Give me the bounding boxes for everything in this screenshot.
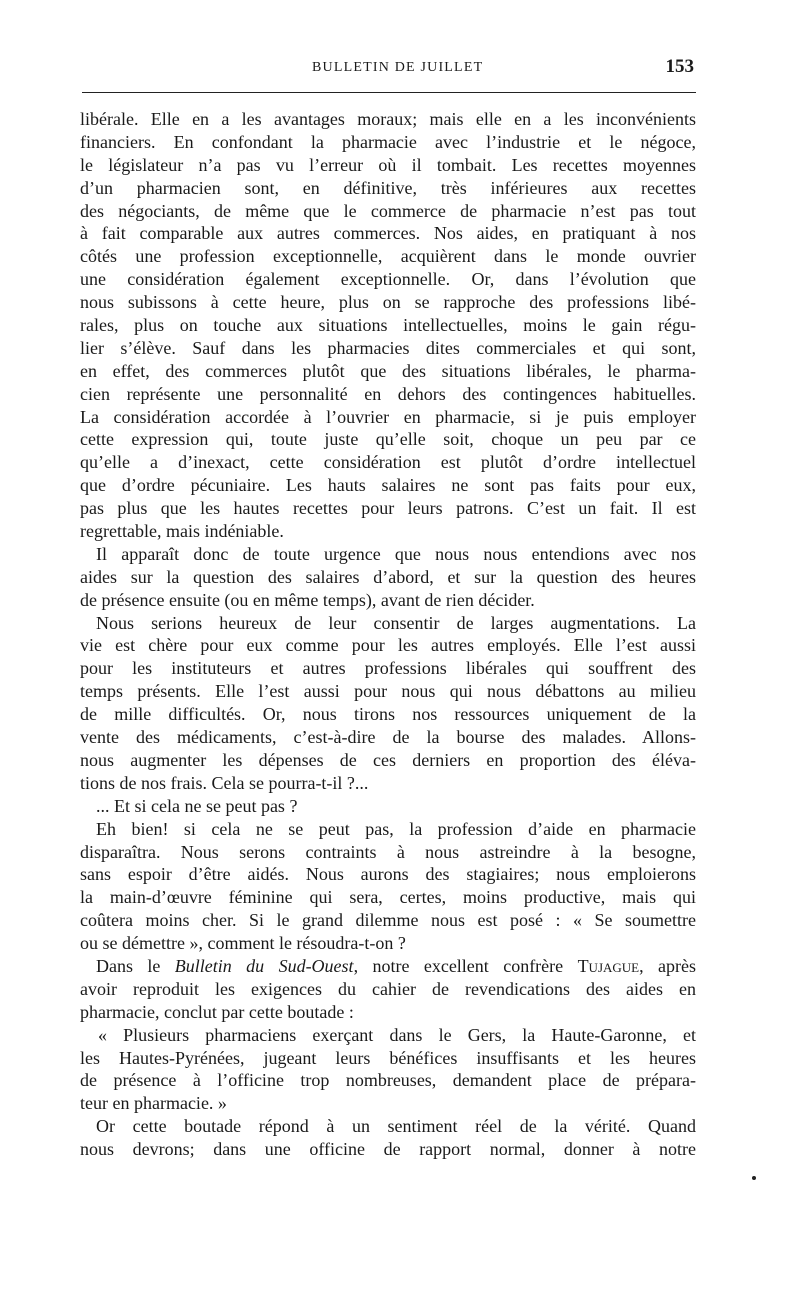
paragraph-first-line [80,955,696,978]
paragraph-first-line: ... Et si cela ne se peut pas ? [96,795,298,816]
text-line: temps présents. Elle l’est aussi pour nous qui nous débattons au milieu [80,681,696,702]
text-line: coûtera moins cher. Si le grand dilemme nous est posé : « Se soumettre [80,910,696,931]
text-fragment: , notre excellent confrère [353,955,578,976]
text-line: La considération accordée à l’ouvrier en pharmacie, si je puis employer [80,406,696,427]
text-fragment: Dans le [96,955,175,976]
quote-line: les Hautes-Pyrénées, jugeant leurs bénéfices insuffisants et les heures [80,1047,696,1068]
text-line: une considération également exceptionnelle. Or, dans l’évolution que [80,269,696,290]
text-line: cien représente une personnalité en dehors des contingences habituelles. [80,383,696,404]
header-rule [82,92,696,93]
text-line: avoir reproduit les exigences du cahier de revendications des aides en [80,978,696,999]
quote-first-line: « Plusieurs pharmaciens exerçant dans le Gers, la Haute-Garonne, et [98,1024,696,1045]
print-speck [752,1176,756,1180]
text-line: rales, plus on touche aux situations intellectuelles, moins le gain régu- [80,315,696,336]
paragraph-first-line: Eh bien! si cela ne se peut pas, la profession d’aide en pharmacie [96,818,696,839]
text-line: vente des médicaments, c’est-à-dire de la bourse des malades. Allons- [80,727,696,748]
quote-line: teur en pharmacie. » [80,1093,227,1114]
text-line: financiers. En confondant la pharmacie avec l’industrie et le négoce, [80,131,696,152]
text-line: pas plus que les hautes recettes pour leurs patrons. C’est un fait. Il est [80,498,696,519]
text-line: cette expression qui, toute juste qu’elle soit, choque un peu par ce [80,429,696,450]
text-line: sans espoir d’être aidés. Nous aurons des stagiaires; nous emploierons [80,864,696,885]
text-line: de présence ensuite (ou en même temps), avant de rien décider. [80,589,535,610]
paragraph-first-line: Nous serions heureux de leur consentir de larges augmentations. La [96,612,696,633]
paragraph-first-line: Or cette boutade répond à un sentiment réel de la vérité. Quand [96,1116,696,1137]
running-header [80,58,696,80]
text-line: vie est chère pour eux comme pour les autres employés. Elle l’est aussi [80,635,696,656]
running-title: BULLETIN DE JUILLET [312,60,484,75]
text-line: nous devrons; dans une officine de rapport normal, donner à notre [80,1139,696,1160]
text-line: de mille difficultés. Or, nous tirons nos ressources uniquement de la [80,704,696,725]
body-text [80,108,696,1161]
text-line: libérale. Elle en a les avantages moraux; mais elle en a les inconvénients [80,109,696,129]
journal-title: Bulletin du Sud-Ouest [174,955,354,976]
text-line: des négociants, de même que le commerce de pharmacie n’est pas tout [80,200,696,221]
text-line: disparaîtra. Nous serons contraints à nous astreindre à la besogne, [80,841,696,862]
text-line: aides sur la question des salaires d’abord, et sur la question des heures [80,566,696,587]
text-line: nous augmenter les dépenses de ces derniers en proportion des éléva- [80,749,696,770]
text-line: tions de nos frais. Cela se pourra-t-il ?... [80,772,369,793]
text-line: nous subissons à cette heure, plus on se rapproche des professions libé- [80,292,696,313]
page-number: 153 [665,56,694,77]
text-line: la main-d’œuvre féminine qui sera, certes, moins productive, mais qui [80,887,696,908]
text-line: à fait comparable aux autres commerces. Nos aides, en pratiquant à nos [80,223,696,244]
text-line: côtés une profession exceptionnelle, acquièrent dans le monde ouvrier [80,246,696,267]
text-line: qu’elle a d’inexact, cette considération est plutôt d’ordre intellectuel [80,452,696,473]
text-line: le législateur n’a pas vu l’erreur où il tombait. Les recettes moyennes [80,154,696,175]
quote-line: de présence à l’officine trop nombreuses, demandent place de prépara- [80,1070,696,1091]
author-name: Tujague [577,955,640,976]
text-line: pour les instituteurs et autres professions libérales qui souffrent des [80,658,696,679]
text-line: d’un pharmacien sont, en définitive, très inférieures aux recettes [80,177,696,198]
text-fragment: , après [639,955,697,976]
text-line: en effet, des commerces plutôt que des situations libérales, le pharma- [80,360,696,381]
paragraph-first-line: Il apparaît donc de toute urgence que nous nous entendions avec nos [96,543,696,564]
text-line: pharmacie, conclut par cette boutade : [80,1001,354,1022]
text-line: que d’ordre pécuniaire. Les hauts salaires ne sont pas faits pour eux, [80,475,696,496]
text-line: ou se démettre », comment le résoudra-t-on ? [80,933,406,954]
text-line: regrettable, mais indéniable. [80,521,284,542]
text-line: lier s’élève. Sauf dans les pharmacies dites commerciales et qui sont, [80,337,696,358]
